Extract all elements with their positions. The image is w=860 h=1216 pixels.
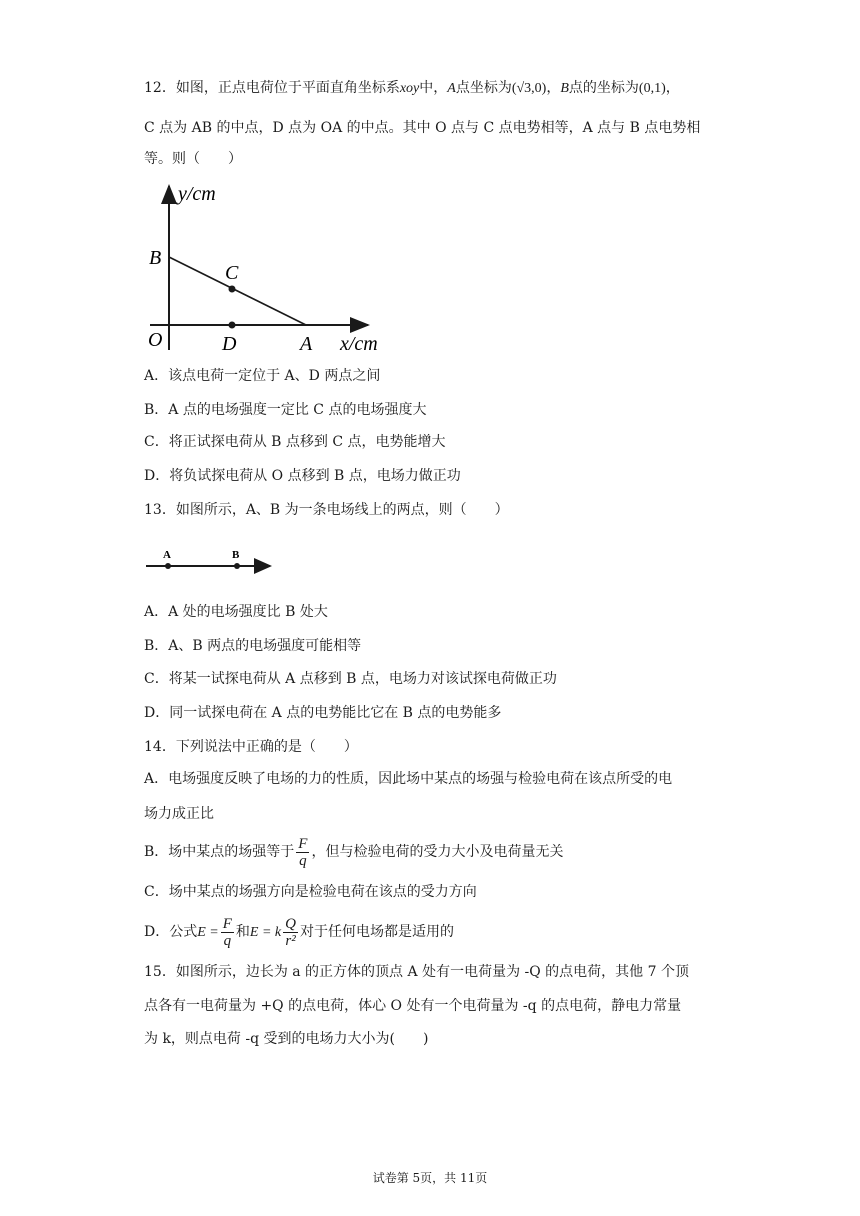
- page-footer: 试卷第 5页，共 11页: [372, 1171, 488, 1185]
- q14-option-d: [144, 904, 454, 961]
- q12-text: 12．如图，正点电荷位于平面直角坐标系: [144, 80, 400, 96]
- x-axis-label: x/cm: [340, 333, 378, 355]
- q13-option-b: B．A、B 两点的电场强度可能相等: [144, 638, 362, 654]
- q14-stem: 14．下列说法中正确的是（ ）: [144, 739, 358, 755]
- fraction-denominator: r²: [285, 932, 296, 949]
- label-o: O: [148, 329, 163, 351]
- q15-stem-line2: 点各有一电荷量为 +Q 的点电荷，体心 O 处有一个电荷量为 -q 的点电荷，静电力常量: [144, 998, 682, 1014]
- field-label-b: B: [232, 549, 240, 561]
- field-label-a: A: [163, 549, 171, 561]
- label-c: C: [225, 262, 239, 284]
- q14-option-b: [144, 832, 563, 872]
- q14-option-a-line1: A．电场强度反映了电场的力的性质，因此场中某点的场强与检验电荷在该点所受的电: [144, 771, 673, 787]
- field-point-b: [234, 563, 240, 569]
- point-d-dot: [229, 322, 236, 329]
- fraction-f-over-q-2: [221, 916, 234, 949]
- fraction-q-over-r2: [283, 916, 298, 949]
- q12-point-a: A: [447, 81, 456, 96]
- q12-stem-line2: C 点为 AB 的中点，D 点为 OA 的中点。其中 O 点与 C 点电势相等，A 点与 B 点电势相: [144, 120, 701, 136]
- q12-option-c: C．将正试探电荷从 B 点移到 C 点，电势能增大: [144, 434, 446, 450]
- q15-stem-line1: 15．如图所示，边长为 a 的正方体的顶点 A 处有一电荷量为 -Q 的点电荷，其他 7 个顶: [144, 964, 689, 980]
- fraction-numerator: F: [222, 915, 232, 932]
- fraction-denominator: q: [299, 852, 307, 869]
- q13-option-d: D．同一试探电荷在 A 点的电势能比它在 B 点的电势能多: [144, 705, 502, 721]
- q12-point-b: B: [560, 81, 569, 96]
- q14-option-a-line2: 场力成正比: [144, 806, 214, 822]
- q12-coord-b: (0,1): [638, 81, 666, 96]
- formula-e2: E = k: [249, 925, 282, 940]
- q12-stem-line1: [144, 78, 680, 99]
- q12-coord-a: (√3,0): [511, 81, 547, 96]
- y-axis-label: y/cm: [178, 183, 216, 205]
- q15-stem-line3: 为 k，则点电荷 -q 受到的电场力大小为( ): [144, 1031, 429, 1047]
- q12-option-d: D．将负试探电荷从 O 点移到 B 点，电场力做正功: [144, 468, 461, 484]
- q14-option-d-text: 对于任何电场都是适用的: [299, 924, 454, 940]
- q12-stem-line3: 等。则（ ）: [144, 151, 242, 167]
- q14-option-b-text: B．场中某点的场强等于: [144, 844, 295, 860]
- q14-option-b-text: ，但与检验电荷的受力大小及电荷量无关: [311, 844, 564, 860]
- fraction-numerator: Q: [285, 915, 296, 932]
- formula-e1: E =: [197, 925, 219, 940]
- q13-option-c: C．将某一试探电荷从 A 点移到 B 点，电场力对该试探电荷做正功: [144, 671, 557, 687]
- label-d: D: [222, 333, 237, 355]
- q13-field-line-figure: [144, 546, 276, 574]
- field-point-a: [165, 563, 171, 569]
- q13-option-a: A．A 处的电场强度比 B 处大: [144, 604, 328, 620]
- label-a: A: [300, 333, 313, 355]
- q12-text: 中，: [419, 80, 448, 96]
- q12-text: 点坐标为: [455, 80, 512, 96]
- q12-coordinate-figure: [140, 180, 400, 360]
- q14-option-d-text: 和: [235, 924, 250, 940]
- q13-stem: 13．如图所示，A、B 为一条电场线上的两点，则（ ）: [144, 502, 509, 518]
- q12-option-a: A．该点电荷一定位于 A、D 两点之间: [144, 368, 381, 384]
- fraction-f-over-q: [296, 836, 309, 869]
- q14-option-d-text: D．公式: [144, 924, 198, 940]
- q14-option-c: C．场中某点的场强方向是检验电荷在该点的受力方向: [144, 884, 477, 900]
- q12-text: ，: [546, 80, 561, 96]
- q12-text: ，: [665, 80, 680, 96]
- q12-option-b: B．A 点的电场强度一定比 C 点的电场强度大: [144, 402, 427, 418]
- fraction-numerator: F: [298, 835, 308, 852]
- q12-text: 点的坐标为: [568, 80, 639, 96]
- fraction-denominator: q: [223, 932, 232, 949]
- q12-xoy: xoy: [399, 81, 420, 96]
- point-c-dot: [229, 286, 236, 293]
- label-b: B: [149, 247, 162, 269]
